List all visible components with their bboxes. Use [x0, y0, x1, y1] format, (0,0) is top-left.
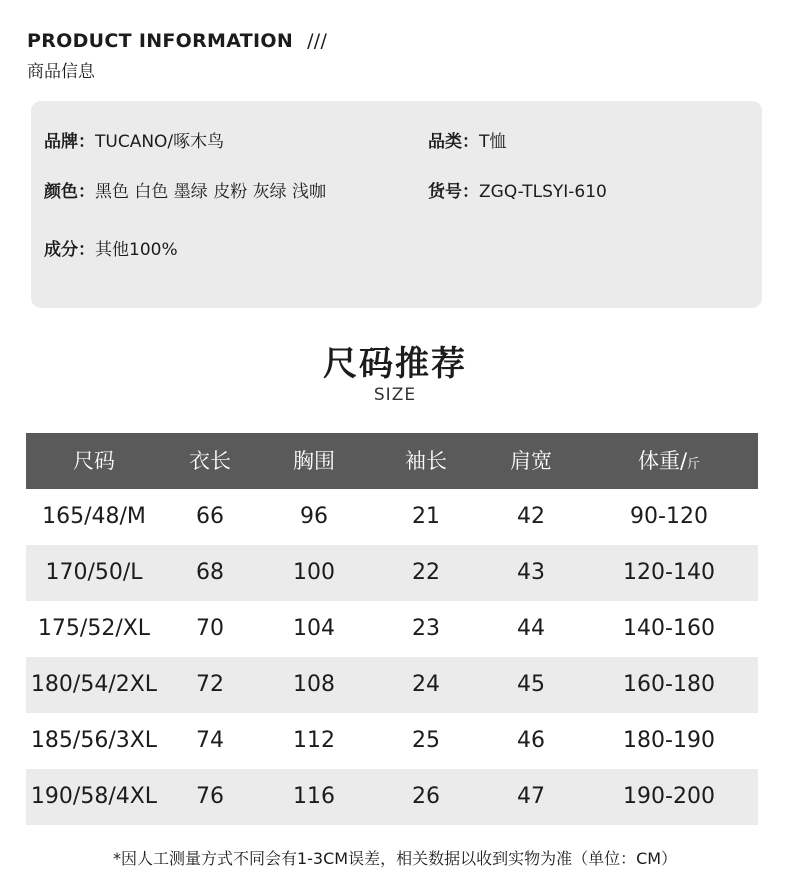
table-cell-length: 74: [196, 728, 224, 753]
color-field: [44, 177, 326, 202]
table-cell-chest: 100: [293, 560, 335, 585]
header-length: 衣长: [189, 449, 231, 473]
table-header-row: [26, 433, 758, 489]
header-weight: [580, 433, 758, 489]
table-cell-weight: 140-160: [623, 616, 715, 641]
header-weight-unit: 斤: [687, 457, 701, 472]
size-section-title: 尺码推荐: [323, 344, 467, 384]
table-row: [26, 769, 758, 825]
size-section-subtitle: SIZE: [373, 385, 417, 405]
table-cell-chest: 112: [293, 728, 335, 753]
color-label: 颜色：: [44, 182, 95, 202]
table-cell-chest: 96: [300, 504, 328, 529]
table-cell-weight: 120-140: [623, 560, 715, 585]
table-cell-size: 175/52/XL: [37, 616, 151, 641]
size-table: [26, 433, 758, 825]
color-value: 黑色 白色 墨绿 皮粉 灰绿 浅咖: [95, 182, 327, 202]
category-field: [428, 127, 506, 152]
header-chest: 胸围: [293, 449, 335, 473]
table-cell-size: 185/56/3XL: [30, 728, 158, 753]
brand-label: 品牌：: [44, 132, 95, 152]
table-cell-length: 66: [196, 504, 224, 529]
table-cell-shoulder: 45: [517, 672, 545, 697]
table-row: [26, 601, 758, 657]
table-cell-chest: 104: [293, 616, 335, 641]
table-cell-shoulder: 43: [517, 560, 545, 585]
table-cell-sleeve: 25: [412, 728, 440, 753]
table-cell-weight: 180-190: [623, 728, 715, 753]
table-cell-size: 165/48/M: [42, 504, 146, 529]
table-cell-sleeve: 23: [412, 616, 440, 641]
brand-value: TUCANO/啄木鸟: [95, 132, 225, 152]
material-label: 成分：: [44, 240, 95, 260]
table-cell-length: 76: [196, 784, 224, 809]
table-row: [26, 545, 758, 601]
table-cell-chest: 108: [293, 672, 335, 697]
table-row: [26, 713, 758, 769]
table-cell-chest: 116: [293, 784, 335, 809]
table-cell-length: 72: [196, 672, 224, 697]
table-cell-length: 70: [196, 616, 224, 641]
header-size: 尺码: [73, 449, 115, 473]
table-row: [26, 489, 758, 545]
category-value: T恤: [479, 132, 507, 152]
section-title-en: [27, 30, 327, 52]
table-cell-shoulder: 42: [517, 504, 545, 529]
header-sleeve: 袖长: [405, 449, 447, 473]
table-cell-weight: 160-180: [623, 672, 715, 697]
table-cell-sleeve: 26: [412, 784, 440, 809]
table-cell-size: 170/50/L: [45, 560, 143, 585]
header-weight-label: 体重/: [637, 449, 688, 473]
table-cell-sleeve: 22: [412, 560, 440, 585]
table-cell-weight: 90-120: [630, 504, 708, 529]
decorative-slashes: ///: [307, 30, 328, 52]
table-cell-size: 180/54/2XL: [30, 672, 158, 697]
material-field: [44, 235, 178, 260]
section-title-cn: 商品信息: [27, 62, 95, 82]
section-title-text: PRODUCT INFORMATION: [27, 30, 294, 52]
table-cell-shoulder: 44: [517, 616, 545, 641]
table-row: [26, 657, 758, 713]
table-cell-length: 68: [196, 560, 224, 585]
header-shoulder: 肩宽: [510, 449, 552, 473]
item-number-field: [428, 177, 607, 202]
item-number-value: ZGQ-TLSYI-610: [479, 182, 607, 202]
material-value: 其他100%: [95, 240, 178, 260]
measurement-footnote: *因人工测量方式不同会有1-3CM误差，相关数据以收到实物为准（单位：CM）: [112, 849, 678, 868]
item-number-label: 货号：: [428, 182, 479, 202]
table-cell-shoulder: 47: [517, 784, 545, 809]
table-cell-sleeve: 24: [412, 672, 440, 697]
table-cell-size: 190/58/4XL: [30, 784, 158, 809]
table-cell-sleeve: 21: [412, 504, 440, 529]
table-cell-weight: 190-200: [623, 784, 715, 809]
category-label: 品类：: [428, 132, 479, 152]
brand-field: [44, 127, 224, 152]
product-info-panel: [31, 101, 762, 308]
table-cell-shoulder: 46: [517, 728, 545, 753]
